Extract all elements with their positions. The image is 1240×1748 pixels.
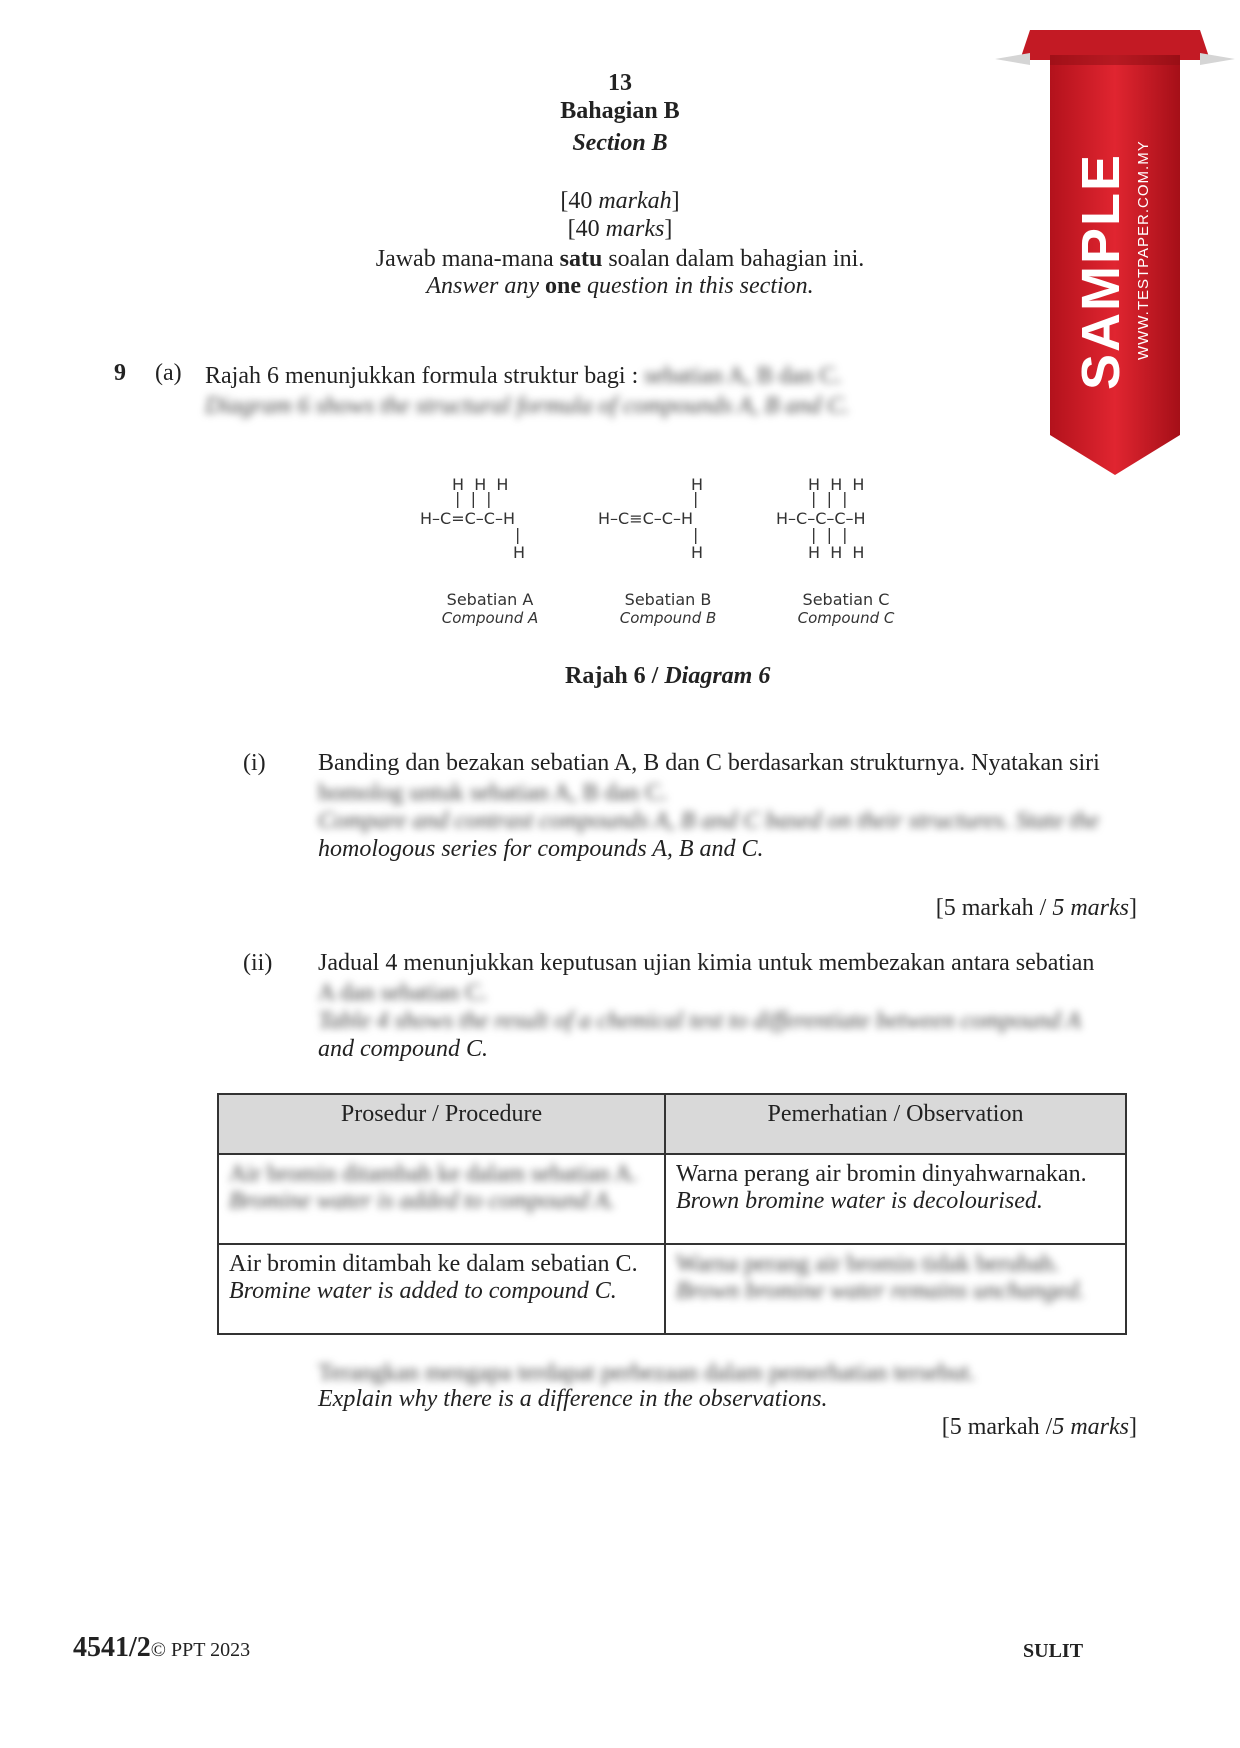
marks-ms: [40 markah] xyxy=(560,188,680,214)
question-number: 9 xyxy=(114,360,126,386)
sub-question-i-marks: [5 markah / 5 marks] xyxy=(935,895,1137,921)
table-header-observation: Pemerhatian / Observation xyxy=(665,1094,1126,1154)
marks-en: [40 marks] xyxy=(567,216,673,242)
section-title-ms: Bahagian B xyxy=(560,98,680,124)
sample-text: SAMPLE xyxy=(1071,152,1131,390)
table-row xyxy=(218,1244,1126,1334)
sub-question-ii-line4: and compound C. xyxy=(318,1036,488,1062)
sub-question-ii-label: (ii) xyxy=(243,950,273,976)
footer-code: 4541/2© PPT 2023 xyxy=(73,1632,251,1663)
sub-question-i-line3: Compare and contrast compounds A, B and C based on their structures. State the xyxy=(318,808,1100,834)
section-title-en: Section B xyxy=(572,130,668,156)
diagram-title: Rajah 6 / Diagram 6 xyxy=(565,663,771,689)
sub-question-i-line4: homologous series for compounds A, B and C. xyxy=(318,836,764,862)
diagram-structural-formulas: H H H | | | H–C=C–C–H | H Sebatian A Compound A H | H–C≡C–C–H | H Sebatian B Compound B H H H | | | H–C–C–C–H | | | H H H Sebatian C Compound C xyxy=(420,475,940,635)
page-number: 13 xyxy=(608,70,632,96)
sub-question-ii-line3: Table 4 shows the result of a chemical test to differentiate between compound A xyxy=(318,1008,1081,1034)
sub-question-i-line1: Banding dan bezakan sebatian A, B dan C berdasarkan strukturnya. Nyatakan siri xyxy=(318,750,1100,776)
footer-sulit: SULIT xyxy=(1023,1640,1084,1662)
table-row xyxy=(218,1154,1126,1244)
explain-en: Explain why there is a difference in the observations. xyxy=(318,1386,828,1412)
compound-b-caption: Sebatian B Compound B xyxy=(619,590,717,627)
compound-a-caption: Sebatian A Compound A xyxy=(441,590,539,627)
question-intro-en: Diagram 6 shows the structural formula of compounds A, B and C. xyxy=(205,393,850,419)
sample-url: WWW.TESTPAPER.COM.MY xyxy=(1135,140,1152,360)
table-cell-observation: Warna perang air bromin tidak berubah. Brown bromine water remains unchanged. xyxy=(665,1244,1126,1334)
sub-question-i-line2: homolog untuk sebatian A, B dan C. xyxy=(318,780,668,806)
sub-question-ii-line2: A dan sebatian C. xyxy=(318,980,488,1006)
compound-c-caption: Sebatian C Compound C xyxy=(797,590,895,627)
question-part: (a) xyxy=(155,360,182,386)
instruction-en: Answer any one question in this section. xyxy=(426,273,814,299)
table-cell-observation: Warna perang air bromin dinyahwarnakan. Brown bromine water is decolourised. xyxy=(665,1154,1126,1244)
question-intro-ms: Rajah 6 menunjukkan formula struktur bagi : sebatian A, B dan C. xyxy=(205,363,842,389)
sub-question-ii-line1: Jadual 4 menunjukkan keputusan ujian kimia untuk membezakan antara sebatian xyxy=(318,950,1095,976)
table-cell-procedure: Air bromin ditambah ke dalam sebatian C. Bromine water is added to compound C. xyxy=(218,1244,665,1334)
table-cell-procedure: Air bromin ditambah ke dalam sebatian A. Bromine water is added to compound A. xyxy=(218,1154,665,1244)
table-header-row xyxy=(218,1094,1126,1154)
sample-ribbon xyxy=(995,25,1235,485)
observation-table xyxy=(217,1093,1127,1335)
table-header-procedure: Prosedur / Procedure xyxy=(218,1094,665,1154)
sub-question-ii-marks: [5 markah /5 marks] xyxy=(941,1414,1137,1440)
sub-question-i-label: (i) xyxy=(243,750,266,776)
instruction-ms: Jawab mana-mana satu soalan dalam bahagian ini. xyxy=(375,246,865,272)
explain-ms: Terangkan mengapa terdapat perbezaan dalam pemerhatian tersebut. xyxy=(318,1360,976,1386)
